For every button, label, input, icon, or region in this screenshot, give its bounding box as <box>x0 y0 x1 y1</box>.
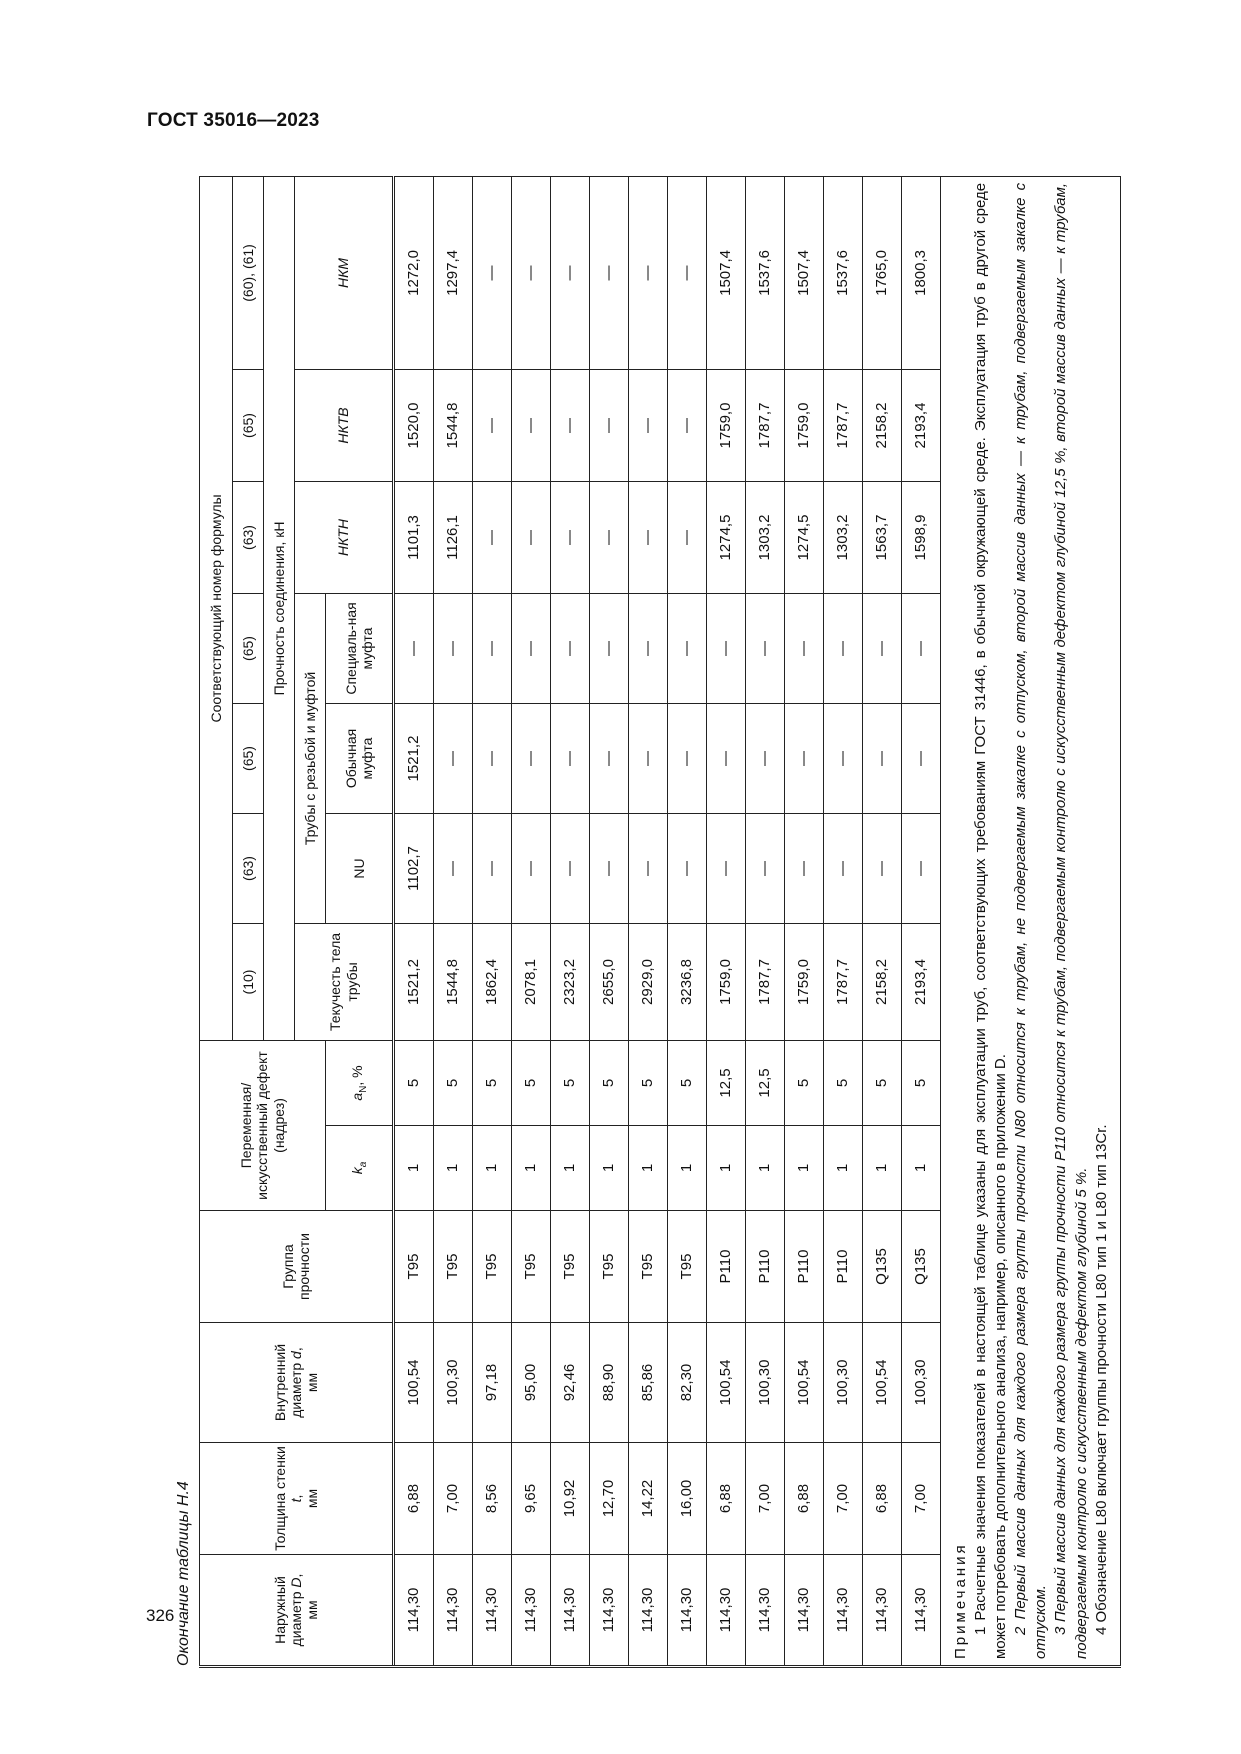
table-cell: 7,00 <box>746 1443 785 1555</box>
table-cell: — <box>629 703 668 813</box>
table-cell: 1 <box>707 1126 746 1211</box>
formula-yield: (10) <box>233 923 264 1040</box>
table-cell: — <box>551 593 590 703</box>
table-cell: 1544,8 <box>434 923 473 1040</box>
table-cell: — <box>473 176 512 369</box>
table-cell: — <box>824 813 863 923</box>
table-row <box>668 176 707 1666</box>
table-cell: — <box>902 703 941 813</box>
formula-eu-special: (65) <box>233 593 264 703</box>
table-cell: 1 <box>902 1126 941 1211</box>
table-cell: 114,30 <box>394 1555 434 1667</box>
table-row <box>785 176 824 1666</box>
header-threaded: Трубы с резьбой и муфтой <box>295 593 326 923</box>
header-nkm: НКМ <box>295 176 394 369</box>
table-cell: T95 <box>590 1211 629 1323</box>
header-outer-diameter: Наружный диаметр D, мм <box>200 1555 394 1667</box>
table-cell: 1787,7 <box>824 369 863 481</box>
table-cell: 12,5 <box>746 1040 785 1125</box>
table-cell: T95 <box>668 1211 707 1323</box>
table-cell: 10,92 <box>551 1443 590 1555</box>
formula-nu: (63) <box>233 813 264 923</box>
table-cell: 97,18 <box>473 1323 512 1443</box>
table-cell: 1126,1 <box>434 481 473 593</box>
notes-title: Примечания <box>952 1542 969 1659</box>
table-row <box>512 176 551 1666</box>
table-cell: — <box>434 703 473 813</box>
table-cell: 6,88 <box>785 1443 824 1555</box>
table-cell: 85,86 <box>629 1323 668 1443</box>
header-connection-strength: Прочность соединения, кН <box>264 176 295 1040</box>
table-cell: 12,5 <box>707 1040 746 1125</box>
table-cell: — <box>668 176 707 369</box>
table-row <box>902 176 941 1666</box>
table-cell: 114,30 <box>473 1555 512 1667</box>
table-cell: 1521,2 <box>394 923 434 1040</box>
table-cell: — <box>746 813 785 923</box>
table-cell: — <box>473 813 512 923</box>
table-cell: — <box>863 593 902 703</box>
table-cell: 1303,2 <box>746 481 785 593</box>
table-cell: — <box>863 703 902 813</box>
table-cell: 5 <box>434 1040 473 1125</box>
table-cell: 1 <box>394 1126 434 1211</box>
table-cell: 5 <box>785 1040 824 1125</box>
table-cell: — <box>590 369 629 481</box>
formula-nkm: (60), (61) <box>233 176 264 369</box>
table-cell: 5 <box>394 1040 434 1125</box>
table-cell: 1507,4 <box>785 176 824 369</box>
table-cell: — <box>590 593 629 703</box>
header-an: $a_N$, % <box>326 1040 394 1125</box>
table-cell: 100,54 <box>863 1323 902 1443</box>
table-row <box>473 176 512 1666</box>
table-cell: — <box>512 176 551 369</box>
formula-eu-regular: (65) <box>233 703 264 813</box>
table-cell: — <box>434 593 473 703</box>
table-cell: — <box>746 593 785 703</box>
formula-nktn: (63) <box>233 481 264 593</box>
table-cell: P110 <box>746 1211 785 1323</box>
table-cell: 5 <box>824 1040 863 1125</box>
table-cell: 1 <box>824 1126 863 1211</box>
table-cell: — <box>590 703 629 813</box>
table-cell: — <box>590 176 629 369</box>
table-cell: T95 <box>394 1211 434 1323</box>
header-nktv: НКТВ <box>295 369 394 481</box>
table-cell: — <box>668 813 707 923</box>
table-cell: 1272,0 <box>394 176 434 369</box>
table-cell: 114,30 <box>551 1555 590 1667</box>
table-cell: — <box>551 481 590 593</box>
note-1: 1 Расчетные значения показателей в настоящей таблице указаны для эксплуатации труб, соответствующих требованиям ГОСТ 31446, в обычной окружающей среде. Эксплуатация труб в другой среде может потребовать дополнительного анализа, например, описанного в приложении D. <box>972 182 1010 1659</box>
table-cell: — <box>902 813 941 923</box>
table-cell: 1765,0 <box>863 176 902 369</box>
table-cell: P110 <box>824 1211 863 1323</box>
table-cell: 114,30 <box>668 1555 707 1667</box>
table-cell: — <box>551 703 590 813</box>
table-cell: 2158,2 <box>863 369 902 481</box>
table-cell: — <box>590 481 629 593</box>
header-inner-diameter: Внутренний диаметр d, мм <box>200 1323 394 1443</box>
header-eu-regular: Обычная муфта <box>326 703 394 813</box>
table-cell: P110 <box>785 1211 824 1323</box>
table-cell: — <box>473 703 512 813</box>
table-cell: Q135 <box>902 1211 941 1323</box>
table-cell: 9,65 <box>512 1443 551 1555</box>
table-cell: 1274,5 <box>785 481 824 593</box>
rotated-page-content <box>175 178 1110 1668</box>
table-cell: — <box>512 481 551 593</box>
table-cell: 1 <box>473 1126 512 1211</box>
table-cell: 2193,4 <box>902 923 941 1040</box>
table-cell: 1537,6 <box>746 176 785 369</box>
table-cell: 114,30 <box>629 1555 668 1667</box>
table-cell: 3236,8 <box>668 923 707 1040</box>
table-cell: 1274,5 <box>707 481 746 593</box>
header-defect: Переменная/ искусственный дефект (надрез) <box>200 1040 326 1210</box>
table-cell: 6,88 <box>863 1443 902 1555</box>
table-cell: — <box>629 481 668 593</box>
table-cell: — <box>629 176 668 369</box>
header-formula: Соответствующий номер формулы <box>200 176 233 1040</box>
table-cell: 1862,4 <box>473 923 512 1040</box>
table-cell: 114,30 <box>434 1555 473 1667</box>
table-cell: 1 <box>629 1126 668 1211</box>
table-cell: — <box>551 176 590 369</box>
table-cell: 1520,0 <box>394 369 434 481</box>
table-caption: Окончание таблицы Н.4 <box>175 1481 192 1666</box>
table-cell: 1759,0 <box>785 923 824 1040</box>
table-cell: 7,00 <box>434 1443 473 1555</box>
table-cell: — <box>512 593 551 703</box>
table-cell: 5 <box>629 1040 668 1125</box>
table-row <box>629 176 668 1666</box>
table-cell: 114,30 <box>590 1555 629 1667</box>
table-cell: 2193,4 <box>902 369 941 481</box>
table-cell: 2323,2 <box>551 923 590 1040</box>
table-cell: Q135 <box>863 1211 902 1323</box>
table-cell: 1 <box>590 1126 629 1211</box>
table-cell: — <box>785 593 824 703</box>
table-cell: 14,22 <box>629 1443 668 1555</box>
table-cell: 1544,8 <box>434 369 473 481</box>
table-cell: — <box>668 593 707 703</box>
table-cell: 1521,2 <box>394 703 434 813</box>
table-cell: 8,56 <box>473 1443 512 1555</box>
table-cell: 1 <box>863 1126 902 1211</box>
header-yield-body: Текучесть тела трубы <box>295 923 394 1040</box>
table-cell: 12,70 <box>590 1443 629 1555</box>
table-cell: 114,30 <box>785 1555 824 1667</box>
table-cell: 5 <box>668 1040 707 1125</box>
table-cell: 1759,0 <box>785 369 824 481</box>
table-cell: 1 <box>785 1126 824 1211</box>
table-row <box>590 176 629 1666</box>
table-cell: 1759,0 <box>707 369 746 481</box>
table-cell: — <box>629 813 668 923</box>
table-cell: — <box>473 481 512 593</box>
data-table <box>199 176 1121 1668</box>
table-cell: 1303,2 <box>824 481 863 593</box>
table-cell: 1759,0 <box>707 923 746 1040</box>
table-cell: 16,00 <box>668 1443 707 1555</box>
table-row <box>551 176 590 1666</box>
table-cell: 100,30 <box>824 1323 863 1443</box>
table-cell: 100,30 <box>746 1323 785 1443</box>
table-cell: 5 <box>551 1040 590 1125</box>
table-cell: — <box>785 703 824 813</box>
table-cell: — <box>473 369 512 481</box>
table-cell: 2655,0 <box>590 923 629 1040</box>
note-3: 3 Первый массив данных для каждого размера группы прочности P110 относится к трубам, подвергаемым контролю с искусственным дефектом глубиной 12,5 %, второй массив данных — к трубам, подвергаемым контролю с искусственным дефектом глубиной 5 %. <box>1052 182 1090 1659</box>
table-cell: — <box>707 703 746 813</box>
table-cell: 5 <box>590 1040 629 1125</box>
table-cell: T95 <box>473 1211 512 1323</box>
table-cell: 1 <box>668 1126 707 1211</box>
table-cell: 114,30 <box>707 1555 746 1667</box>
notes-block <box>941 176 1121 1666</box>
table-cell: 100,54 <box>394 1323 434 1443</box>
table-cell: — <box>824 703 863 813</box>
header-strength-grade: Группа прочности <box>200 1211 394 1323</box>
table-row <box>707 176 746 1666</box>
table-cell: 114,30 <box>824 1555 863 1667</box>
table-cell: — <box>668 369 707 481</box>
header-nktn: НКТН <box>295 481 394 593</box>
table-cell: 1 <box>512 1126 551 1211</box>
table-cell: 6,88 <box>394 1443 434 1555</box>
table-cell: 5 <box>902 1040 941 1125</box>
table-cell: 5 <box>512 1040 551 1125</box>
table-cell: 1507,4 <box>707 176 746 369</box>
table-cell: 5 <box>473 1040 512 1125</box>
table-cell: 6,88 <box>707 1443 746 1555</box>
table-row <box>863 176 902 1666</box>
table-cell: 114,30 <box>902 1555 941 1667</box>
table-cell: — <box>668 481 707 593</box>
table-cell: T95 <box>434 1211 473 1323</box>
table-cell: 92,46 <box>551 1323 590 1443</box>
table-row <box>434 176 473 1666</box>
header-wall-thickness: Толщина стенки t, мм <box>200 1443 394 1555</box>
note-4: 4 Обозначение L80 включает группы прочности L80 тип 1 и L80 тип 13Cr. <box>1092 1124 1110 1635</box>
table-cell: 82,30 <box>668 1323 707 1443</box>
table-cell: P110 <box>707 1211 746 1323</box>
table-cell: 1787,7 <box>824 923 863 1040</box>
table-cell: — <box>629 369 668 481</box>
table-cell: — <box>863 813 902 923</box>
table-cell: 100,54 <box>707 1323 746 1443</box>
table-cell: 1598,9 <box>902 481 941 593</box>
table-cell: — <box>629 593 668 703</box>
table-cell: — <box>394 593 434 703</box>
table-cell: T95 <box>512 1211 551 1323</box>
table-cell: — <box>902 593 941 703</box>
header-nu: NU <box>326 813 394 923</box>
table-cell: 88,90 <box>590 1323 629 1443</box>
table-cell: 2929,0 <box>629 923 668 1040</box>
table-cell: T95 <box>551 1211 590 1323</box>
table-cell: 1787,7 <box>746 923 785 1040</box>
table-cell: — <box>707 593 746 703</box>
table-row <box>394 176 434 1666</box>
table-cell: 7,00 <box>902 1443 941 1555</box>
table-cell: — <box>668 703 707 813</box>
header-eu-special: Специаль-ная муфта <box>326 593 394 703</box>
note-2: 2 Первый массив данных для каждого размера группы прочности N80 относится к трубам, не подвергаемым закалке с отпуском, второй массив данных — к трубам, подвергаемым закалке с отпуском. <box>1012 182 1050 1659</box>
table-cell: 100,54 <box>785 1323 824 1443</box>
table-cell: — <box>707 813 746 923</box>
table-row <box>746 176 785 1666</box>
table-cell: 1800,3 <box>902 176 941 369</box>
table-cell: — <box>434 813 473 923</box>
header-ka: $k_a$ <box>326 1126 394 1211</box>
document-header: ГОСТ 35016—2023 <box>147 110 320 131</box>
table-cell: — <box>590 813 629 923</box>
table-cell: T95 <box>629 1211 668 1323</box>
table-cell: — <box>473 593 512 703</box>
table-cell: — <box>785 813 824 923</box>
table-cell: 1787,7 <box>746 369 785 481</box>
table-cell: 1 <box>434 1126 473 1211</box>
table-cell: — <box>512 369 551 481</box>
page-number: 326 <box>146 1606 175 1625</box>
table-cell: 100,30 <box>902 1323 941 1443</box>
table-cell: — <box>824 593 863 703</box>
table-cell: 114,30 <box>746 1555 785 1667</box>
formula-nktv: (65) <box>233 369 264 481</box>
table-cell: 1 <box>746 1126 785 1211</box>
table-cell: — <box>551 813 590 923</box>
table-body <box>394 176 941 1666</box>
table-cell: 1563,7 <box>863 481 902 593</box>
table-cell: 100,30 <box>434 1323 473 1443</box>
table-cell: 114,30 <box>512 1555 551 1667</box>
table-row <box>824 176 863 1666</box>
table-cell: 2078,1 <box>512 923 551 1040</box>
table-cell: — <box>512 703 551 813</box>
table-cell: 1 <box>551 1126 590 1211</box>
table-cell: 95,00 <box>512 1323 551 1443</box>
table-cell: 1102,7 <box>394 813 434 923</box>
table-cell: 7,00 <box>824 1443 863 1555</box>
table-cell: 114,30 <box>863 1555 902 1667</box>
table-cell: — <box>512 813 551 923</box>
table-cell: 1297,4 <box>434 176 473 369</box>
table-cell: 1537,6 <box>824 176 863 369</box>
table-cell: — <box>746 703 785 813</box>
table-cell: — <box>551 369 590 481</box>
table-cell: 2158,2 <box>863 923 902 1040</box>
table-cell: 5 <box>863 1040 902 1125</box>
table-cell: 1101,3 <box>394 481 434 593</box>
